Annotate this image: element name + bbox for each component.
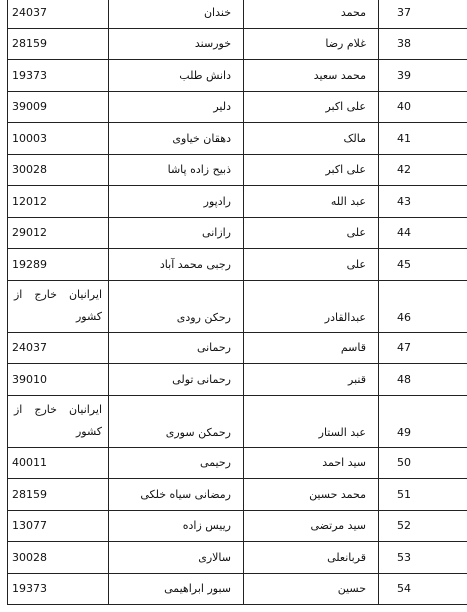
last-name-cell: رحکن رودی (109, 280, 244, 332)
row-number-cell: 38 (379, 28, 467, 60)
table-row (8, 91, 467, 123)
code-cell: 10003 (8, 123, 109, 155)
row-number-cell: 53 (379, 542, 467, 574)
code-cell: 28159 (8, 479, 109, 511)
first-name-cell: علی (244, 217, 379, 249)
row-number-cell: 48 (379, 364, 467, 396)
code-cell: ایرانیان خارج از کشور (8, 280, 109, 332)
last-name-cell: سالاری (109, 542, 244, 574)
table-row (8, 0, 467, 28)
table-body (8, 0, 467, 605)
first-name-cell: علی اکبر (244, 91, 379, 123)
first-name-cell: قنبر (244, 364, 379, 396)
code-cell: 40011 (8, 447, 109, 479)
row-number-cell: 41 (379, 123, 467, 155)
last-name-cell: رییس زاده (109, 510, 244, 542)
table-row (8, 479, 467, 511)
row-number-cell: 51 (379, 479, 467, 511)
first-name-cell: غلام رضا (244, 28, 379, 60)
last-name-cell: دلیر (109, 91, 244, 123)
table-row (8, 249, 467, 281)
first-name-cell: قاسم (244, 332, 379, 364)
row-number-cell: 52 (379, 510, 467, 542)
last-name-cell: رحمانی تولی (109, 364, 244, 396)
table-row (8, 510, 467, 542)
code-cell: 24037 (8, 332, 109, 364)
table-row (8, 447, 467, 479)
row-number-cell: 40 (379, 91, 467, 123)
first-name-cell: محمد حسین (244, 479, 379, 511)
code-cell: 19373 (8, 573, 109, 605)
code-cell: 29012 (8, 217, 109, 249)
row-number-cell: 43 (379, 186, 467, 218)
last-name-cell: رمضانی سیاه خلکی (109, 479, 244, 511)
table-row (8, 123, 467, 155)
last-name-cell: رجبی محمد آباد (109, 249, 244, 281)
table-row (8, 280, 467, 332)
row-number-cell: 37 (379, 0, 467, 28)
table-row (8, 217, 467, 249)
first-name-cell: قربانعلی (244, 542, 379, 574)
table-row (8, 573, 467, 605)
table-row (8, 395, 467, 447)
code-cell: ایرانیان خارج از کشور (8, 395, 109, 447)
table-row (8, 154, 467, 186)
first-name-cell: سید احمد (244, 447, 379, 479)
code-cell: 12012 (8, 186, 109, 218)
code-cell: 30028 (8, 154, 109, 186)
row-number-cell: 47 (379, 332, 467, 364)
first-name-cell: عبد الله (244, 186, 379, 218)
table-row (8, 28, 467, 60)
last-name-cell: رادپور (109, 186, 244, 218)
last-name-cell: رحمکن سوری (109, 395, 244, 447)
last-name-cell: دهقان خیاوی (109, 123, 244, 155)
table-row (8, 60, 467, 92)
code-cell: 39009 (8, 91, 109, 123)
last-name-cell: رحمانی (109, 332, 244, 364)
row-number-cell: 42 (379, 154, 467, 186)
first-name-cell: حسین (244, 573, 379, 605)
row-number-cell: 49 (379, 395, 467, 447)
candidates-table (7, 0, 467, 605)
row-number-cell: 50 (379, 447, 467, 479)
code-cell: 30028 (8, 542, 109, 574)
last-name-cell: رازانی (109, 217, 244, 249)
table-row (8, 542, 467, 574)
last-name-cell: خندان (109, 0, 244, 28)
row-number-cell: 46 (379, 280, 467, 332)
first-name-cell: علی (244, 249, 379, 281)
first-name-cell: علی اکبر (244, 154, 379, 186)
table-row (8, 364, 467, 396)
last-name-cell: دانش طلب (109, 60, 244, 92)
row-number-cell: 39 (379, 60, 467, 92)
first-name-cell: عبدالقادر (244, 280, 379, 332)
row-number-cell: 54 (379, 573, 467, 605)
table-row (8, 332, 467, 364)
code-cell: 24037 (8, 0, 109, 28)
last-name-cell: خورسند (109, 28, 244, 60)
code-cell: 39010 (8, 364, 109, 396)
code-cell: 13077 (8, 510, 109, 542)
last-name-cell: رحیمی (109, 447, 244, 479)
row-number-cell: 44 (379, 217, 467, 249)
last-name-cell: سبور ابراهیمی (109, 573, 244, 605)
table-row (8, 186, 467, 218)
first-name-cell: مالک (244, 123, 379, 155)
first-name-cell: محمد سعید (244, 60, 379, 92)
last-name-cell: ذبیح زاده پاشا (109, 154, 244, 186)
row-number-cell: 45 (379, 249, 467, 281)
code-cell: 19373 (8, 60, 109, 92)
code-cell: 19289 (8, 249, 109, 281)
first-name-cell: سید مرتضی (244, 510, 379, 542)
code-cell: 28159 (8, 28, 109, 60)
first-name-cell: محمد (244, 0, 379, 28)
first-name-cell: عبد الستار (244, 395, 379, 447)
